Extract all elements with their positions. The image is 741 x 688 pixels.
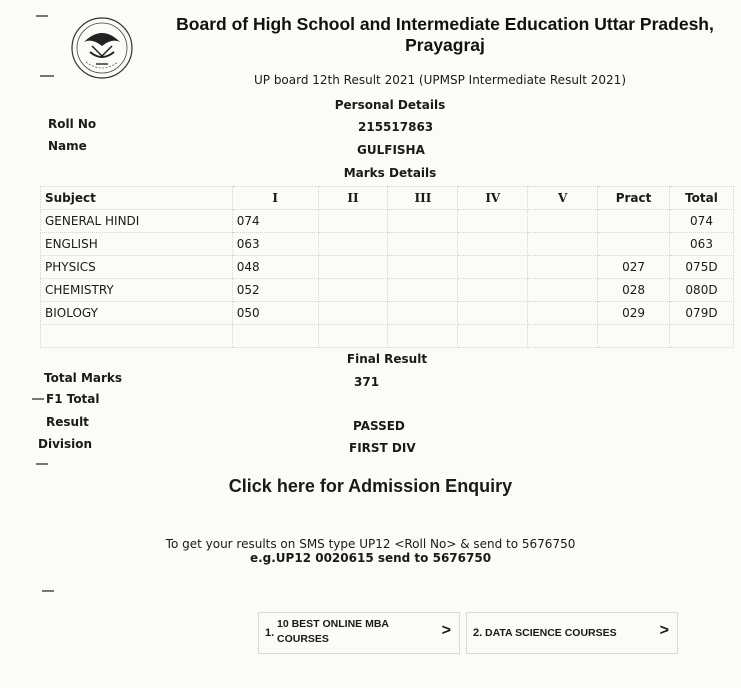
table-row [41, 279, 734, 302]
title-line-2: Prayagraj [405, 35, 485, 55]
marks-i-cell: 050 [232, 302, 318, 325]
col-iv: IV [458, 187, 528, 210]
final-result-heading: Final Result [346, 352, 428, 366]
marks-header-row [41, 187, 734, 210]
scan-mark [36, 463, 48, 465]
page-title [150, 14, 740, 56]
subject-cell: BIOLOGY [41, 302, 233, 325]
scan-mark [32, 398, 44, 400]
page-subtitle: UP board 12th Result 2021 (UPMSP Intermediate Result 2021) [253, 73, 626, 87]
marks-details-heading: Marks Details [343, 166, 437, 180]
table-row [41, 233, 734, 256]
name-value: GULFISHA [357, 143, 425, 157]
col-total: Total [670, 187, 734, 210]
total-cell: 063 [670, 233, 734, 256]
sms-instructions: To get your results on SMS type UP12 <Roll No> & send to 5676750 [165, 537, 576, 551]
division-value: FIRST DIV [349, 441, 416, 455]
scan-mark [40, 75, 54, 77]
col-ii: II [318, 187, 388, 210]
subject-cell: PHYSICS [41, 256, 233, 279]
marks-i-cell: 052 [232, 279, 318, 302]
pract-cell [598, 233, 670, 256]
chevron-right-icon: > [441, 622, 451, 639]
table-row-spacer [41, 325, 734, 348]
ad-number: 1. [265, 627, 275, 639]
marks-i-cell: 048 [232, 256, 318, 279]
personal-details-heading: Personal Details [334, 98, 446, 112]
pract-cell: 028 [598, 279, 670, 302]
marks-i-cell: 074 [232, 210, 318, 233]
pract-cell: 029 [598, 302, 670, 325]
admission-enquiry-link[interactable]: Click here for Admission Enquiry [228, 476, 513, 496]
ad-label: 10 BEST ONLINE MBA COURSES [277, 618, 389, 645]
total-cell: 079D [670, 302, 734, 325]
col-subject: Subject [41, 187, 233, 210]
pract-cell: 027 [598, 256, 670, 279]
f1-total-label: F1 Total [46, 392, 100, 406]
result-label: Result [46, 415, 89, 429]
col-i: I [232, 187, 318, 210]
subject-cell: ENGLISH [41, 233, 233, 256]
roll-no-value: 215517863 [358, 120, 434, 134]
name-label: Name [48, 139, 87, 153]
subject-cell: GENERAL HINDI [41, 210, 233, 233]
total-marks-label: Total Marks [44, 371, 123, 385]
title-line-1: Board of High School and Intermediate Education Uttar Pradesh, [176, 14, 714, 34]
ad-link-data-science-courses[interactable] [466, 612, 678, 654]
subject-cell: CHEMISTRY [41, 279, 233, 302]
table-row [41, 302, 734, 325]
division-label: Division [38, 437, 93, 451]
ad-number: 2. [473, 627, 483, 639]
pract-cell [598, 210, 670, 233]
roll-no-label: Roll No [48, 117, 97, 131]
sms-example: e.g.UP12 0020615 send to 5676750 [249, 551, 492, 565]
table-row [41, 210, 734, 233]
col-iii: III [388, 187, 458, 210]
chevron-right-icon: > [659, 622, 669, 639]
total-cell: 080D [670, 279, 734, 302]
total-cell: 075D [670, 256, 734, 279]
col-v: V [528, 187, 598, 210]
total-marks-value: 371 [354, 375, 380, 389]
result-value: PASSED [353, 419, 405, 433]
ad-label: DATA SCIENCE COURSES [485, 627, 617, 639]
total-cell: 074 [670, 210, 734, 233]
scan-mark [36, 15, 48, 17]
table-row [41, 256, 734, 279]
ad-link-mba-courses[interactable] [258, 612, 460, 654]
marks-i-cell: 063 [232, 233, 318, 256]
board-logo-icon [66, 16, 138, 80]
col-pract: Pract [598, 187, 670, 210]
scan-mark [42, 590, 54, 592]
marks-table [40, 186, 734, 348]
